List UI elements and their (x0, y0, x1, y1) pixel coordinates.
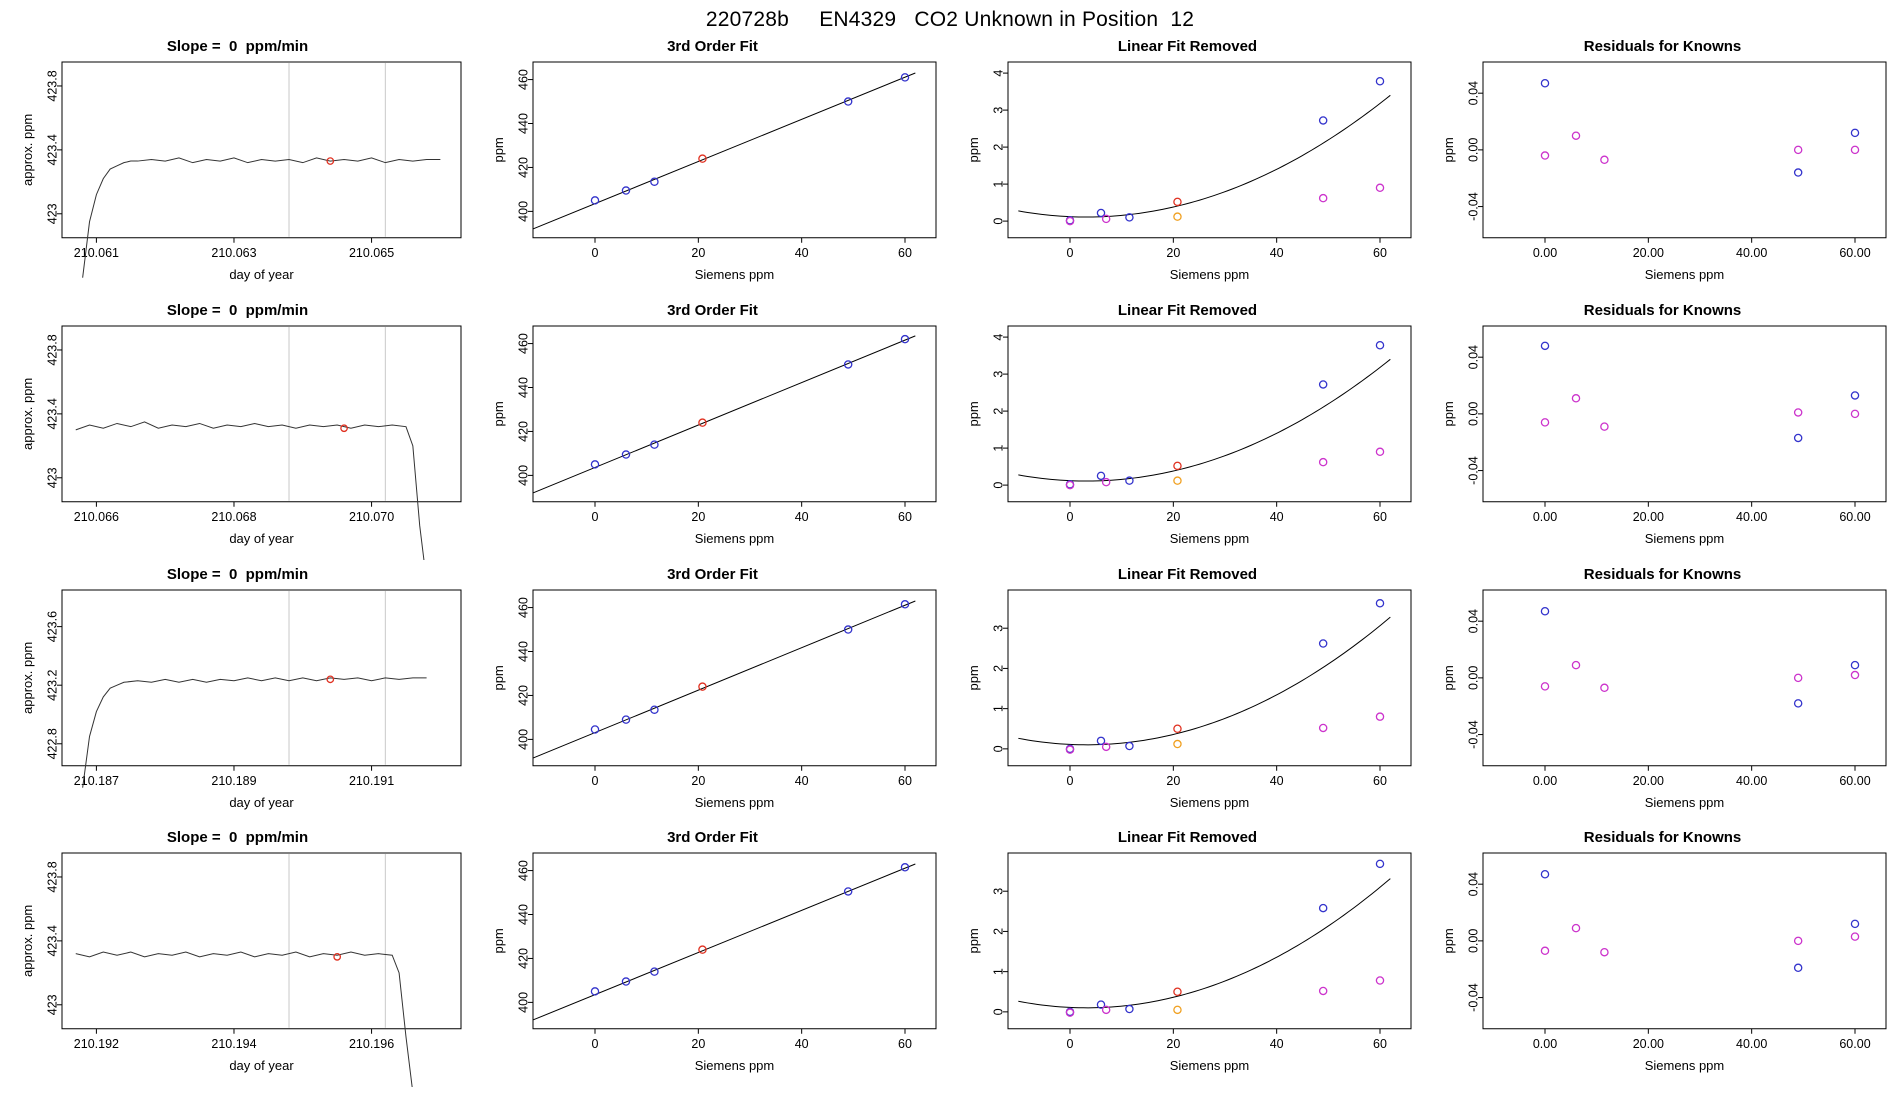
svg-text:440: 440 (516, 113, 531, 134)
svg-text:60: 60 (898, 1037, 912, 1051)
svg-text:ppm: ppm (966, 400, 981, 427)
plot-area (0, 560, 475, 824)
svg-text:0.00: 0.00 (1532, 245, 1558, 260)
panel-row2-residuals (1425, 296, 1900, 560)
svg-text:423: 423 (45, 994, 60, 1016)
panel-row1-linearremoved (950, 32, 1425, 296)
svg-text:0: 0 (591, 245, 599, 260)
svg-text:Siemens ppm: Siemens ppm (1644, 1058, 1725, 1073)
svg-text:423: 423 (45, 467, 60, 488)
svg-text:20: 20 (1166, 773, 1181, 788)
svg-text:0.00: 0.00 (1466, 401, 1481, 426)
plot-area (1425, 560, 1900, 824)
plot-area (475, 32, 950, 296)
svg-text:3: 3 (991, 370, 1006, 378)
svg-text:ppm: ppm (1441, 137, 1456, 163)
svg-text:0.04: 0.04 (1466, 344, 1481, 370)
panel-title: 3rd Order Fit (667, 829, 758, 847)
plot-area (0, 296, 475, 560)
svg-text:460: 460 (516, 332, 531, 354)
svg-text:60: 60 (1373, 245, 1387, 260)
svg-text:460: 460 (516, 596, 531, 618)
svg-text:20: 20 (691, 509, 706, 524)
svg-text:3: 3 (991, 887, 1006, 895)
svg-text:-0.04: -0.04 (1466, 983, 1481, 1013)
svg-text:20.00: 20.00 (1632, 1037, 1664, 1051)
svg-text:460: 460 (516, 860, 531, 882)
svg-text:422.8: 422.8 (45, 727, 60, 759)
svg-text:Siemens ppm: Siemens ppm (1169, 794, 1250, 810)
svg-text:2: 2 (991, 664, 1006, 672)
svg-text:420: 420 (516, 948, 531, 970)
svg-text:day of year: day of year (229, 266, 294, 282)
svg-text:60.00: 60.00 (1839, 245, 1871, 260)
panel-title: Residuals for Knowns (1583, 38, 1742, 55)
svg-text:0: 0 (991, 1008, 1006, 1016)
svg-text:ppm: ppm (491, 928, 506, 954)
svg-text:0.04: 0.04 (1466, 81, 1481, 106)
svg-text:2: 2 (991, 407, 1006, 415)
svg-text:approx. ppm: approx. ppm (20, 377, 35, 450)
svg-text:40.00: 40.00 (1736, 1037, 1768, 1051)
page-title: 220728b EN4329 CO2 Unknown in Position 12 (705, 8, 1195, 31)
svg-text:40.00: 40.00 (1736, 245, 1768, 260)
svg-text:3: 3 (991, 106, 1006, 114)
svg-text:ppm: ppm (966, 928, 981, 954)
svg-text:423.4: 423.4 (45, 134, 60, 166)
svg-text:approx. ppm: approx. ppm (20, 904, 35, 978)
plot-area (950, 560, 1425, 824)
svg-text:ppm: ppm (491, 137, 506, 163)
svg-text:0: 0 (991, 481, 1006, 489)
panel-title: Linear Fit Removed (1117, 301, 1258, 319)
svg-text:423.8: 423.8 (45, 70, 60, 102)
panel-row2-linearremoved (950, 296, 1425, 560)
plot-area (1425, 296, 1900, 560)
svg-text:210.066: 210.066 (73, 509, 119, 524)
panel-row4-residuals (1425, 823, 1900, 1087)
panel-title: Slope = 0 ppm/min (166, 301, 309, 319)
svg-text:0.00: 0.00 (1532, 773, 1558, 788)
svg-text:20.00: 20.00 (1632, 509, 1664, 524)
plot-grid (0, 32, 1900, 1087)
svg-text:40: 40 (1269, 773, 1284, 788)
svg-text:40: 40 (794, 1037, 809, 1051)
svg-text:0.00: 0.00 (1466, 928, 1481, 954)
svg-text:20: 20 (1166, 245, 1181, 260)
svg-text:0.00: 0.00 (1466, 665, 1481, 690)
svg-text:210.187: 210.187 (73, 773, 119, 788)
svg-text:60: 60 (898, 509, 912, 524)
svg-text:-0.04: -0.04 (1466, 192, 1481, 221)
svg-text:4: 4 (991, 69, 1006, 77)
svg-text:3: 3 (991, 624, 1006, 632)
svg-text:0: 0 (591, 509, 599, 524)
svg-text:210.065: 210.065 (348, 245, 395, 260)
svg-text:ppm: ppm (966, 664, 981, 691)
svg-text:20: 20 (1166, 1037, 1181, 1051)
panel-title: Linear Fit Removed (1117, 565, 1258, 583)
svg-text:Siemens ppm: Siemens ppm (1644, 266, 1725, 282)
svg-text:0: 0 (991, 217, 1006, 225)
svg-text:423.2: 423.2 (45, 669, 60, 701)
svg-text:210.068: 210.068 (211, 509, 257, 524)
svg-text:400: 400 (516, 200, 531, 222)
panel-title: Residuals for Knowns (1583, 301, 1742, 319)
panel-row4-linearremoved (950, 823, 1425, 1087)
svg-text:40: 40 (794, 245, 809, 260)
panel-title: Slope = 0 ppm/min (166, 565, 309, 583)
panel-title: Slope = 0 ppm/min (166, 829, 309, 847)
svg-text:423.8: 423.8 (45, 861, 60, 893)
svg-text:0.04: 0.04 (1466, 872, 1481, 897)
plot-area (1425, 823, 1900, 1087)
svg-text:40: 40 (1269, 1037, 1284, 1051)
panel-row4-3rdorder (475, 823, 950, 1087)
panel-row1-timeseries (0, 32, 475, 296)
svg-text:day of year: day of year (229, 530, 294, 546)
svg-text:20.00: 20.00 (1632, 773, 1664, 788)
svg-text:20: 20 (1166, 509, 1181, 524)
plot-area (950, 296, 1425, 560)
svg-text:60: 60 (898, 245, 912, 260)
svg-text:1: 1 (991, 704, 1006, 712)
svg-text:0: 0 (1066, 773, 1074, 788)
svg-text:20: 20 (691, 773, 706, 788)
svg-text:423.4: 423.4 (45, 397, 60, 430)
svg-text:ppm: ppm (1441, 664, 1456, 691)
svg-text:-0.04: -0.04 (1466, 456, 1481, 485)
svg-text:420: 420 (516, 157, 531, 178)
panel-title: Residuals for Knowns (1583, 565, 1742, 583)
svg-text:400: 400 (516, 728, 531, 750)
panel-title: 3rd Order Fit (667, 301, 758, 319)
svg-text:420: 420 (516, 684, 531, 706)
plot-area (950, 823, 1425, 1087)
svg-text:Siemens ppm: Siemens ppm (1169, 266, 1250, 282)
svg-text:40: 40 (1269, 245, 1284, 260)
svg-text:210.070: 210.070 (348, 509, 395, 524)
svg-text:210.192: 210.192 (73, 1037, 119, 1051)
svg-text:40.00: 40.00 (1736, 773, 1768, 788)
panel-title: Slope = 0 ppm/min (166, 38, 309, 55)
svg-text:0.00: 0.00 (1466, 137, 1481, 163)
svg-text:60.00: 60.00 (1839, 773, 1871, 788)
svg-text:Siemens ppm: Siemens ppm (694, 530, 775, 546)
svg-text:ppm: ppm (491, 400, 506, 427)
svg-text:day of year: day of year (229, 794, 294, 810)
svg-text:423: 423 (45, 203, 60, 225)
panel-row2-timeseries (0, 296, 475, 560)
svg-text:ppm: ppm (1441, 400, 1456, 427)
svg-text:ppm: ppm (491, 664, 506, 691)
svg-text:423.4: 423.4 (45, 925, 60, 957)
svg-text:0.00: 0.00 (1532, 1037, 1558, 1051)
panel-row4-timeseries (0, 823, 475, 1087)
svg-text:60: 60 (1373, 1037, 1387, 1051)
svg-text:1: 1 (991, 444, 1006, 452)
svg-text:ppm: ppm (966, 137, 981, 163)
svg-text:440: 440 (516, 376, 531, 398)
svg-text:2: 2 (991, 143, 1006, 151)
panel-title: Residuals for Knowns (1583, 829, 1742, 847)
svg-text:420: 420 (516, 420, 531, 442)
svg-text:0: 0 (591, 1037, 599, 1051)
svg-text:60.00: 60.00 (1839, 509, 1871, 524)
svg-text:210.061: 210.061 (73, 245, 119, 260)
svg-text:40: 40 (794, 773, 809, 788)
svg-text:20: 20 (691, 245, 706, 260)
plot-area (1425, 32, 1900, 296)
svg-text:-0.04: -0.04 (1466, 719, 1481, 749)
svg-text:Siemens ppm: Siemens ppm (1644, 530, 1725, 546)
svg-text:210.063: 210.063 (211, 245, 257, 260)
svg-text:Siemens ppm: Siemens ppm (694, 266, 775, 282)
plot-area (475, 560, 950, 824)
svg-text:0: 0 (1066, 1037, 1074, 1051)
svg-text:210.191: 210.191 (348, 773, 395, 788)
plot-area (475, 823, 950, 1087)
panel-row3-timeseries (0, 560, 475, 824)
panel-row1-residuals (1425, 32, 1900, 296)
svg-text:423.8: 423.8 (45, 334, 60, 366)
panel-row3-residuals (1425, 560, 1900, 824)
panel-title: 3rd Order Fit (667, 38, 758, 55)
plot-area (475, 296, 950, 560)
svg-text:20: 20 (691, 1037, 706, 1051)
svg-text:460: 460 (516, 69, 531, 91)
panel-title: Linear Fit Removed (1117, 38, 1258, 55)
svg-text:400: 400 (516, 992, 531, 1014)
panel-title: Linear Fit Removed (1117, 829, 1258, 847)
svg-text:0: 0 (991, 744, 1006, 752)
svg-text:0: 0 (1066, 509, 1074, 524)
svg-text:ppm: ppm (1441, 928, 1456, 954)
svg-text:day of year: day of year (229, 1058, 294, 1073)
svg-text:210.196: 210.196 (348, 1037, 395, 1051)
svg-text:Siemens ppm: Siemens ppm (694, 1058, 775, 1073)
svg-text:440: 440 (516, 904, 531, 926)
svg-text:0.00: 0.00 (1532, 509, 1558, 524)
svg-text:60: 60 (1373, 773, 1387, 788)
svg-text:approx. ppm: approx. ppm (20, 113, 35, 187)
panel-row3-linearremoved (950, 560, 1425, 824)
svg-text:Siemens ppm: Siemens ppm (1644, 794, 1725, 810)
svg-text:approx. ppm: approx. ppm (20, 641, 35, 714)
svg-text:20.00: 20.00 (1632, 245, 1664, 260)
svg-text:210.189: 210.189 (211, 773, 257, 788)
svg-text:4: 4 (991, 333, 1006, 341)
svg-text:0: 0 (591, 773, 599, 788)
svg-text:Siemens ppm: Siemens ppm (694, 794, 775, 810)
plot-area (0, 32, 475, 296)
svg-text:440: 440 (516, 640, 531, 662)
svg-text:60: 60 (1373, 509, 1387, 524)
svg-text:210.194: 210.194 (211, 1037, 257, 1051)
panel-row1-3rdorder (475, 32, 950, 296)
svg-text:400: 400 (516, 464, 531, 486)
svg-text:0.04: 0.04 (1466, 608, 1481, 633)
panel-row2-3rdorder (475, 296, 950, 560)
svg-text:1: 1 (991, 180, 1006, 188)
svg-text:Siemens ppm: Siemens ppm (1169, 530, 1250, 546)
svg-text:60: 60 (898, 773, 912, 788)
plot-area (950, 32, 1425, 296)
panel-title: 3rd Order Fit (667, 565, 758, 583)
svg-text:423.6: 423.6 (45, 610, 60, 642)
panel-row3-3rdorder (475, 560, 950, 824)
svg-text:1: 1 (991, 968, 1006, 976)
plot-area (0, 823, 475, 1087)
svg-text:60.00: 60.00 (1839, 1037, 1871, 1051)
svg-text:40: 40 (794, 509, 809, 524)
svg-text:Siemens ppm: Siemens ppm (1169, 1058, 1250, 1073)
svg-text:40.00: 40.00 (1736, 509, 1768, 524)
svg-text:2: 2 (991, 928, 1006, 936)
svg-text:0: 0 (1066, 245, 1074, 260)
svg-text:40: 40 (1269, 509, 1284, 524)
